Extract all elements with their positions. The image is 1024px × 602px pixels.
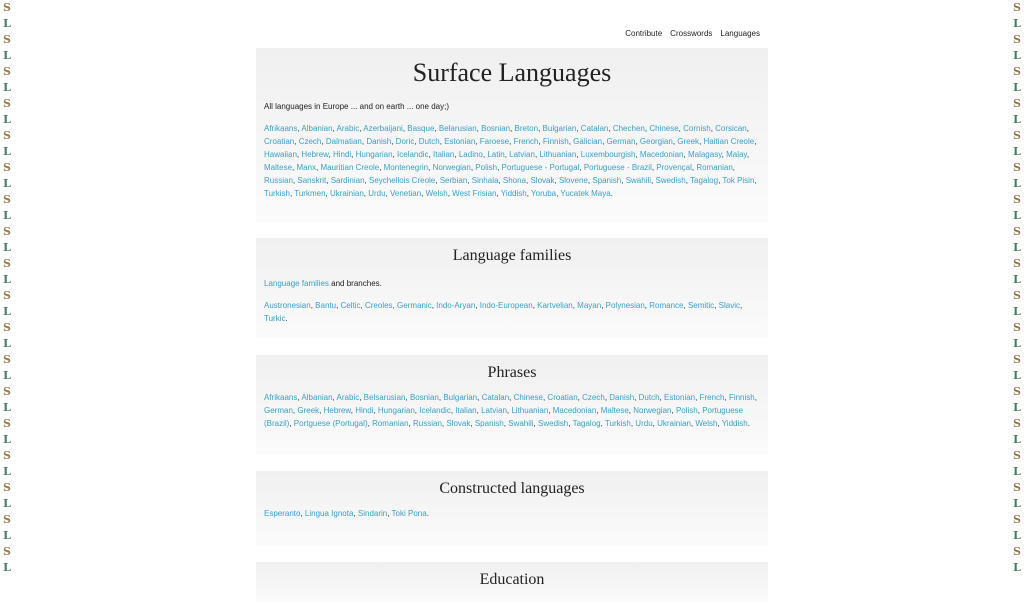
language-link-norwegian[interactable]: Norwegian <box>432 163 471 172</box>
language-link-haitian-creole[interactable]: Haitian Creole <box>703 137 755 146</box>
constructed-link-toki-pona[interactable]: Toki Pona <box>391 509 427 518</box>
edge-letter: L <box>3 145 11 158</box>
phrase-link-italian[interactable]: Italian <box>455 406 477 415</box>
edge-letter: L <box>3 465 11 478</box>
language-link-croatian[interactable]: Croatian <box>264 137 295 146</box>
family-link-mayan[interactable]: Mayan <box>577 301 602 310</box>
edge-letter: S <box>1013 513 1021 526</box>
edge-letter: L <box>3 337 11 350</box>
language-link-yiddish[interactable]: Yiddish <box>500 189 527 198</box>
phrase-link-ukrainian[interactable]: Ukrainian <box>657 419 691 428</box>
language-link-faroese[interactable]: Faroese <box>479 137 510 146</box>
language-link-doric[interactable]: Doric <box>395 137 415 146</box>
edge-letter: S <box>3 513 11 526</box>
edge-letter: L <box>3 433 11 446</box>
phrase-link-arabic[interactable]: Arabic <box>336 393 360 402</box>
language-link-ukrainian[interactable]: Ukrainian <box>329 189 364 198</box>
edge-letter: S <box>1013 65 1021 78</box>
language-link-chinese[interactable]: Chinese <box>649 124 679 133</box>
edge-letter: L <box>1013 401 1021 414</box>
phrase-link-afrikaans[interactable]: Afrikaans <box>264 393 298 402</box>
phrase-link-bosnian[interactable]: Bosnian <box>409 393 439 402</box>
language-link-welsh[interactable]: Welsh <box>425 189 448 198</box>
phrase-link-dutch[interactable]: Dutch <box>638 393 660 402</box>
edge-letter: S <box>3 321 11 334</box>
phrase-link-estonian[interactable]: Estonian <box>663 393 696 402</box>
edge-letter: L <box>1013 209 1021 222</box>
edge-letter: S <box>1013 353 1021 366</box>
language-link-hungarian[interactable]: Hungarian <box>355 150 393 159</box>
edge-letter: S <box>3 257 11 270</box>
main-languages-section <box>256 48 768 222</box>
edge-letter: S <box>3 193 11 206</box>
edge-letter: S <box>1013 129 1021 142</box>
language-link-latin[interactable]: Latin <box>487 150 505 159</box>
edge-letter: S <box>3 225 11 238</box>
phrase-link-french[interactable]: French <box>699 393 725 402</box>
edge-letter: L <box>1013 529 1021 542</box>
edge-letter: L <box>1013 369 1021 382</box>
families-heading: Language families <box>452 247 572 264</box>
language-link-cornish[interactable]: Cornish <box>683 124 711 133</box>
edge-letter: S <box>3 385 11 398</box>
phrase-link-hebrew[interactable]: Hebrew <box>323 406 351 415</box>
edge-letter: S <box>3 289 11 302</box>
language-link-turkmen[interactable]: Turkmen <box>294 189 326 198</box>
phrase-link-list: Afrikaans, Albanian, Arabic, Belsarusian, Bosnian, Bulgarian, Catalan, Chinese, Croatian, Czech, Danish, Dutch, Estonian, French, Finnish, German, Greek, Hebrew, Hindi, Hungarian, Icelandic, Italian, Latvian, Lithuanian, Macedonian, Maltese, Norwegian, Polish, Portuguese (Brazil), Portguese (Portugal), Romanian, Russian, Slovak, Spanish, Swahili, Swedish, Tagalog, Turkish, Urdu, Ukrainian, Welsh, Yiddish. <box>264 393 757 428</box>
edge-letter: L <box>1013 561 1021 574</box>
edge-letter: L <box>3 561 11 574</box>
language-link-seychellois-creole[interactable]: Seychellois Creole <box>368 176 436 185</box>
language-link-corsican[interactable]: Corsican <box>715 124 747 133</box>
language-link-bulgarian[interactable]: Bulgarian <box>542 124 577 133</box>
family-link-indo-european[interactable]: Indo-European <box>479 301 533 310</box>
language-link-finnish[interactable]: Finnish <box>542 137 569 146</box>
language-link-montenegrin[interactable]: Montenegrin <box>383 163 429 172</box>
edge-letter: S <box>3 97 11 110</box>
family-link-romance[interactable]: Romance <box>649 301 684 310</box>
edge-letter: L <box>3 113 11 126</box>
family-link-semitic[interactable]: Semitic <box>687 301 715 310</box>
top-navigation <box>256 29 760 38</box>
phrase-link-russian[interactable]: Russian <box>413 419 442 428</box>
phrase-link-czech[interactable]: Czech <box>582 393 605 402</box>
language-link-german[interactable]: German <box>606 137 636 146</box>
language-link-spanish[interactable]: Spanish <box>592 176 622 185</box>
language-link-luxembourgish[interactable]: Luxembourgish <box>580 150 636 159</box>
phrase-link-turkish[interactable]: Turkish <box>604 419 631 428</box>
edge-letter: L <box>3 49 11 62</box>
language-link-slovene[interactable]: Slovene <box>558 176 588 185</box>
phrase-link-maltese[interactable]: Maltese <box>600 406 629 415</box>
language-link-venetian[interactable]: Venetian <box>390 189 422 198</box>
edge-letter: S <box>3 417 11 430</box>
language-link-yoruba[interactable]: Yoruba <box>531 189 557 198</box>
education-heading: Education <box>479 571 545 588</box>
phrase-link-greek[interactable]: Greek <box>297 406 320 415</box>
edge-letter: S <box>3 545 11 558</box>
families-intro-rest: and branches. <box>328 279 382 288</box>
language-families-link[interactable]: Language families <box>264 279 329 288</box>
constructed-heading: Constructed languages <box>439 480 585 497</box>
language-link-italian[interactable]: Italian <box>433 150 455 159</box>
family-link-indo-aryan[interactable]: Indo-Aryan <box>436 301 476 310</box>
language-link-tok-pisin[interactable]: Tok Pisin <box>722 176 755 185</box>
edge-letter: S <box>1013 449 1021 462</box>
language-link-malay[interactable]: Malay <box>726 150 747 159</box>
language-link-russian[interactable]: Russian <box>264 176 293 185</box>
language-link-malagasy[interactable]: Malagasy <box>687 150 722 159</box>
language-link-list: Afrikaans, Albanian, Arabic, Azerbaijani, Basque, Belarusian, Bosnian, Breton, Bulgarian, Catalan, Chechen, Chinese, Cornish, Corsican, Croatian, Czech, Dalmatian, Danish, Doric, Dutch, Estonian, Faroese, French, Finnish, Galician, German, Georgian, Greek, Haitian Creole, Hawaiian, Hebrew, Hindi, Hungarian, Icelandic, Italian, Ladino, Latin, Latvian, Lithuanian, Luxembourgish, Macedonian, Malagasy, Malay, Maltese, Manx, Mauritian Creole, Montenegrin, Norwegian, Polish, Portuguese - Portugal, Portuguese - Brazil, Provençal, Romanian, Russian, Sanskrit, Sardinian, Seychellois Creole, Serbian, Sinhala, Shona, Slovak, Slovene, Spanish, Swahili, Swedish, Tagalog, Tok Pisin, Turkish, Turkmen, Ukrainian, Urdu, Venetian, Welsh, West Frisian, Yiddish, Yoruba, Yucatek Maya. <box>264 124 757 198</box>
phrase-link-catalan[interactable]: Catalan <box>481 393 510 402</box>
language-link-dalmatian[interactable]: Dalmatian <box>325 137 362 146</box>
language-link-catalan[interactable]: Catalan <box>580 124 609 133</box>
edge-letter: S <box>3 1 11 14</box>
language-link-danish[interactable]: Danish <box>366 137 392 146</box>
language-link-lithuanian[interactable]: Lithuanian <box>539 150 577 159</box>
language-link-azerbaijani[interactable]: Azerbaijani <box>363 124 403 133</box>
language-link-breton[interactable]: Breton <box>514 124 539 133</box>
language-link-mauritian-creole[interactable]: Mauritian Creole <box>320 163 380 172</box>
edge-letter: L <box>3 529 11 542</box>
edge-letter: L <box>3 81 11 94</box>
phrase-link-polish[interactable]: Polish <box>675 406 698 415</box>
phrase-link-portguese-portugal[interactable]: Portguese (Portugal) <box>293 419 368 428</box>
phrase-link-spanish[interactable]: Spanish <box>474 419 504 428</box>
constructed-link-sindarin[interactable]: Sindarin <box>357 509 388 518</box>
phrase-link-welsh[interactable]: Welsh <box>695 419 718 428</box>
language-link-swahili[interactable]: Swahili <box>625 176 652 185</box>
language-link-greek[interactable]: Greek <box>677 137 700 146</box>
phrase-link-icelandic[interactable]: Icelandic <box>419 406 451 415</box>
phrase-link-swedish[interactable]: Swedish <box>538 419 569 428</box>
phrase-link-portuguese-brazil[interactable]: Portuguese (Brazil) <box>264 406 744 428</box>
phrase-link-chinese[interactable]: Chinese <box>513 393 543 402</box>
phrase-link-german[interactable]: German <box>264 406 293 415</box>
phrase-link-swahili[interactable]: Swahili <box>508 419 534 428</box>
phrase-link-tagalog[interactable]: Tagalog <box>572 419 601 428</box>
language-link-manx[interactable]: Manx <box>296 163 317 172</box>
language-link-swedish[interactable]: Swedish <box>655 176 686 185</box>
language-link-albanian[interactable]: Albanian <box>301 124 333 133</box>
language-link-macedonian[interactable]: Macedonian <box>639 150 684 159</box>
edge-letter: L <box>3 497 11 510</box>
phrase-link-latvian[interactable]: Latvian <box>481 406 507 415</box>
right-border-decoration <box>1010 0 1024 576</box>
phrase-link-belsarusian[interactable]: Belsarusian <box>363 393 406 402</box>
education-section <box>256 562 768 602</box>
edge-letter: S <box>3 449 11 462</box>
language-families-section <box>256 238 768 338</box>
constructed-link-esperanto[interactable]: Esperanto <box>264 509 301 518</box>
edge-letter: L <box>1013 17 1021 30</box>
language-link-turkish[interactable]: Turkish <box>264 189 290 198</box>
phrase-link-yiddish[interactable]: Yiddish <box>721 419 748 428</box>
family-link-polynesian[interactable]: Polynesian <box>605 301 645 310</box>
language-link-sinhala[interactable]: Sinhala <box>471 176 499 185</box>
family-link-kartvelian[interactable]: Kartvelian <box>537 301 573 310</box>
language-link-maltese[interactable]: Maltese <box>264 163 293 172</box>
edge-letter: L <box>1013 337 1021 350</box>
edge-letter: L <box>1013 113 1021 126</box>
phrase-link-lithuanian[interactable]: Lithuanian <box>511 406 549 415</box>
language-link-bosnian[interactable]: Bosnian <box>481 124 511 133</box>
edge-letter: S <box>1013 97 1021 110</box>
edge-letter: L <box>1013 497 1021 510</box>
edge-letter: L <box>1013 433 1021 446</box>
language-link-afrikaans[interactable]: Afrikaans <box>264 124 298 133</box>
language-link-basque[interactable]: Basque <box>407 124 435 133</box>
language-link-czech[interactable]: Czech <box>298 137 322 146</box>
phrase-link-urdu[interactable]: Urdu <box>635 419 653 428</box>
family-link-creoles[interactable]: Creoles <box>364 301 393 310</box>
language-link-ladino[interactable]: Ladino <box>458 150 483 159</box>
edge-letter: S <box>3 65 11 78</box>
phrase-link-hindi[interactable]: Hindi <box>355 406 374 415</box>
family-link-celtic[interactable]: Celtic <box>340 301 361 310</box>
constructed-languages-section <box>256 471 768 546</box>
phrase-link-hungarian[interactable]: Hungarian <box>377 406 415 415</box>
edge-letter: S <box>1013 1 1021 14</box>
family-link-germanic[interactable]: Germanic <box>397 301 432 310</box>
families-intro <box>264 279 760 288</box>
language-link-proven-al[interactable]: Provençal <box>656 163 692 172</box>
phrase-link-croatian[interactable]: Croatian <box>547 393 578 402</box>
phrase-link-bulgarian[interactable]: Bulgarian <box>443 393 478 402</box>
edge-letter: L <box>3 401 11 414</box>
left-border-decoration <box>0 0 14 576</box>
phrase-link-slovak[interactable]: Slovak <box>446 419 471 428</box>
nav-languages[interactable]: Languages <box>720 29 760 38</box>
phrases-section <box>256 355 768 454</box>
phrase-link-danish[interactable]: Danish <box>609 393 635 402</box>
language-link-tagalog[interactable]: Tagalog <box>690 176 719 185</box>
phrase-link-finnish[interactable]: Finnish <box>728 393 755 402</box>
edge-letter: L <box>1013 145 1021 158</box>
language-link-chechen[interactable]: Chechen <box>612 124 645 133</box>
edge-letter: S <box>1013 257 1021 270</box>
language-link-arabic[interactable]: Arabic <box>336 124 360 133</box>
intro-text: All languages in Europe ... and on earth ... one day;) <box>264 102 450 111</box>
language-link-portuguese-portugal[interactable]: Portuguese - Portugal <box>501 163 580 172</box>
language-link-french[interactable]: French <box>513 137 539 146</box>
edge-letter: L <box>1013 81 1021 94</box>
edge-letter: S <box>3 129 11 142</box>
edge-letter: L <box>3 17 11 30</box>
edge-letter: L <box>3 241 11 254</box>
edge-letter: S <box>3 33 11 46</box>
language-link-west-frisian[interactable]: West Frisian <box>452 189 497 198</box>
language-link-urdu[interactable]: Urdu <box>368 189 386 198</box>
language-link-latvian[interactable]: Latvian <box>509 150 535 159</box>
page-title: Surface Languages <box>412 58 612 87</box>
edge-letter: L <box>1013 241 1021 254</box>
language-link-romanian[interactable]: Romanian <box>696 163 733 172</box>
edge-letter: L <box>1013 305 1021 318</box>
language-link-sanskrit[interactable]: Sanskrit <box>297 176 327 185</box>
edge-letter: L <box>3 305 11 318</box>
language-link-galician[interactable]: Galician <box>573 137 603 146</box>
family-link-austronesian[interactable]: Austronesian <box>264 301 311 310</box>
language-link-belarusian[interactable]: Belarusian <box>438 124 477 133</box>
language-link-slovak[interactable]: Slovak <box>530 176 555 185</box>
edge-letter: L <box>1013 49 1021 62</box>
edge-letter: L <box>1013 465 1021 478</box>
edge-letter: L <box>3 209 11 222</box>
language-link-yucatek-maya[interactable]: Yucatek Maya <box>560 189 611 198</box>
language-link-estonian[interactable]: Estonian <box>444 137 476 146</box>
language-link-shona[interactable]: Shona <box>502 176 527 185</box>
edge-letter: S <box>1013 193 1021 206</box>
family-link-slavic[interactable]: Slavic <box>718 301 740 310</box>
edge-letter: S <box>3 481 11 494</box>
edge-letter: S <box>1013 161 1021 174</box>
language-link-portuguese-brazil[interactable]: Portuguese - Brazil <box>583 163 652 172</box>
edge-letter: S <box>1013 289 1021 302</box>
edge-letter: S <box>1013 225 1021 238</box>
language-link-polish[interactable]: Polish <box>475 163 498 172</box>
edge-letter: L <box>3 177 11 190</box>
language-link-sardinian[interactable]: Sardinian <box>330 176 365 185</box>
family-link-turkic[interactable]: Turkic <box>264 314 286 323</box>
constructed-link-lingua-ignota[interactable]: Lingua Ignota <box>304 509 354 518</box>
edge-letter: L <box>3 369 11 382</box>
edge-letter: S <box>3 161 11 174</box>
edge-letter: L <box>1013 273 1021 286</box>
family-link-list: Austronesian, Bantu, Celtic, Creoles, Germanic, Indo-Aryan, Indo-European, Kartvelian, Mayan, Polynesian, Romance, Semitic, Slavic, Turkic. <box>264 301 743 323</box>
edge-letter: S <box>1013 417 1021 430</box>
language-link-icelandic[interactable]: Icelandic <box>397 150 429 159</box>
phrase-link-norwegian[interactable]: Norwegian <box>633 406 672 415</box>
edge-letter: L <box>3 273 11 286</box>
edge-letter: S <box>1013 545 1021 558</box>
edge-letter: L <box>1013 177 1021 190</box>
edge-letter: S <box>1013 33 1021 46</box>
language-link-hawaiian[interactable]: Hawaiian <box>264 150 297 159</box>
phrase-link-macedonian[interactable]: Macedonian <box>552 406 597 415</box>
phrase-link-romanian[interactable]: Romanian <box>372 419 409 428</box>
edge-letter: S <box>1013 385 1021 398</box>
constructed-link-list: Esperanto, Lingua Ignota, Sindarin, Toki Pona. <box>264 509 429 518</box>
nav-contribute[interactable]: Contribute <box>625 29 663 38</box>
language-link-georgian[interactable]: Georgian <box>639 137 673 146</box>
language-link-dutch[interactable]: Dutch <box>418 137 440 146</box>
phrase-link-albanian[interactable]: Albanian <box>301 393 333 402</box>
edge-letter: S <box>1013 481 1021 494</box>
family-link-bantu[interactable]: Bantu <box>315 301 337 310</box>
phrases-heading: Phrases <box>487 364 537 381</box>
language-link-hindi[interactable]: Hindi <box>332 150 352 159</box>
language-link-serbian[interactable]: Serbian <box>439 176 468 185</box>
language-link-hebrew[interactable]: Hebrew <box>301 150 329 159</box>
edge-letter: S <box>3 353 11 366</box>
nav-crosswords[interactable]: Crosswords <box>670 29 713 38</box>
edge-letter: S <box>1013 321 1021 334</box>
